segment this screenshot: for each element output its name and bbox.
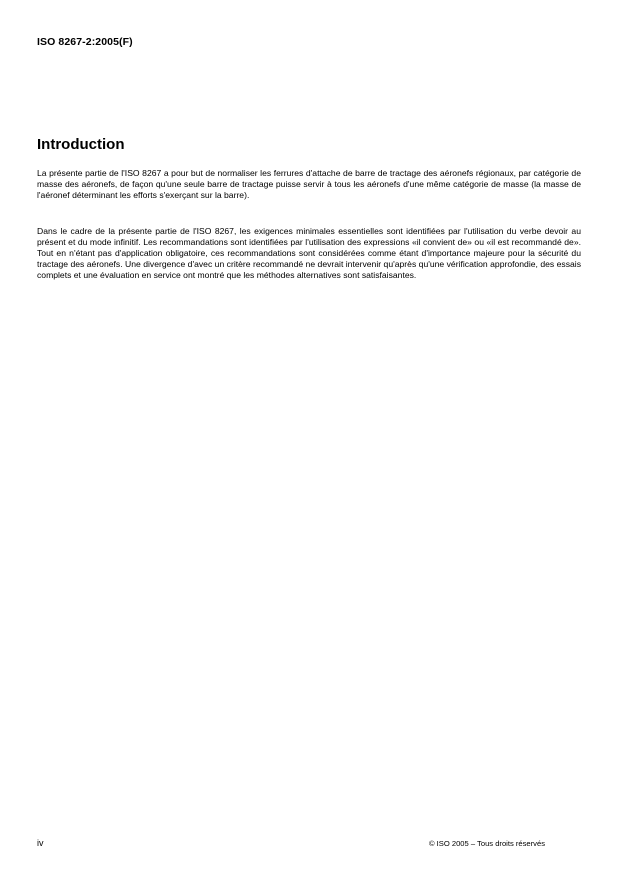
- footer-page-number: iv: [37, 838, 44, 848]
- footer-copyright: © ISO 2005 – Tous droits réservés: [428, 839, 545, 848]
- intro-paragraph-2: Dans le cadre de la présente partie de l'ISO 8267, les exigences minimales essentielles sont identifiées par l'utilisation du verbe devoir au présent et du mode infinitif. Les recommandations sont identifiées par l'utilisation des expressions «il convient de» ou «il est recommandé de». Tout en n'étant pas d'application obligatoire, ces recommandations sont considérées comme étant d'importance majeure pour la sécurité du tractage des aéronefs. Une divergence d'avec un critère recommandé ne devrait intervenir qu'après qu'une vérification approfondie, des essais complets et une évaluation en service ont montré que les méthodes alternatives sont satisfaisantes.: [37, 226, 581, 280]
- section-title: Introduction: [37, 136, 125, 153]
- document-header-id: ISO 8267-2:2005(F): [37, 36, 133, 48]
- intro-paragraph-1: La présente partie de l'ISO 8267 a pour but de normaliser les ferrures d'attache de barre de tractage des aéronefs régionaux, par catégorie de masse des aéronefs, de façon qu'une seule barre de tractage puisse servir à tous les aéronefs d'une même catégorie de masse (la masse de l'aéronef déterminant les efforts s'exerçant sur la barre).: [37, 168, 581, 200]
